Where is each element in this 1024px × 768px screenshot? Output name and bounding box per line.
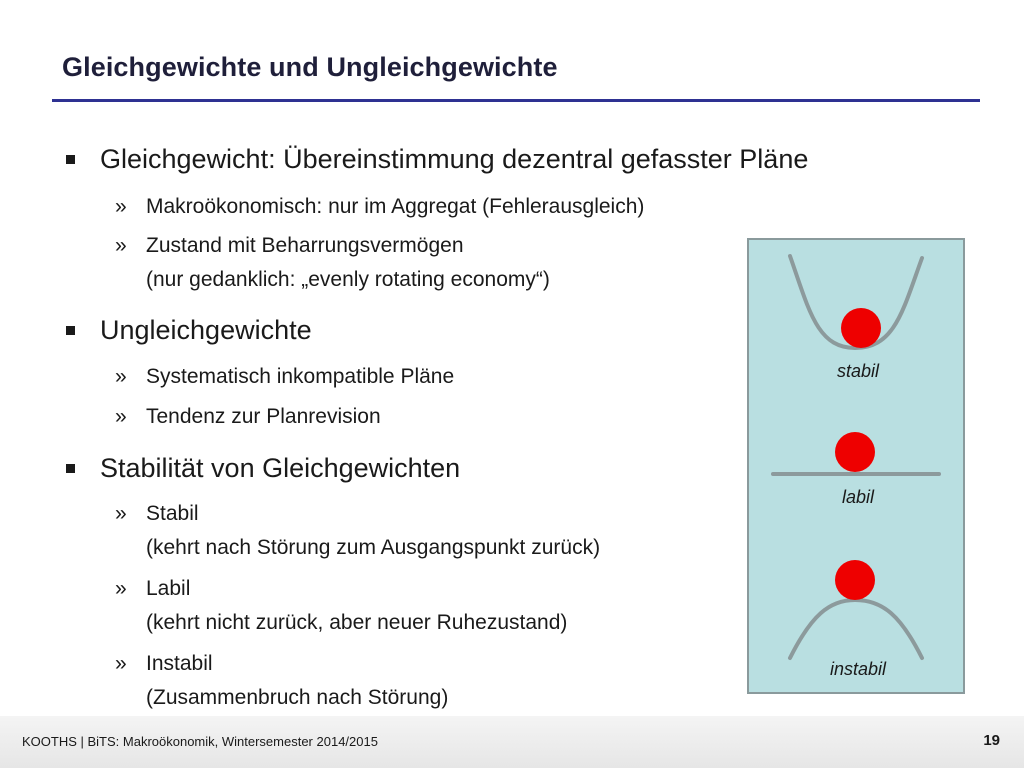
chevron-marker-icon: » xyxy=(115,195,127,218)
square-bullet-icon xyxy=(66,326,75,335)
hill-curve xyxy=(790,600,922,658)
footer-text: KOOTHS | BiTS: Makroökonomik, Wintersemester 2014/2015 xyxy=(22,734,378,749)
square-bullet-icon xyxy=(66,464,75,473)
slide-content: Gleichgewicht: Übereinstimmung dezentral gefasster Pläne » Makroökonomisch: nur im Aggregat (Fehlerausgleich) » Zustand mit Beharrungsvermögen (nur gedanklich: „evenly rotating economy“) Ungleichgewichte » Systematisch inkompatible Pläne » Tendenz zur Planrevision Stabilität von Gleichgewichten » Stabil (kehrt nach Störung zum Ausgangspunkt zurück) » Labil (kehrt nicht zurück, aber neuer Ruhezustand) » Instabil (Zusammenbruch nach Störung) xyxy=(0,0,1024,768)
ball-labile xyxy=(835,432,875,472)
chevron-marker-icon: » xyxy=(115,234,127,257)
chevron-marker-icon: » xyxy=(115,577,127,600)
label-labil: labil xyxy=(841,487,875,507)
label-stabil: stabil xyxy=(836,361,880,381)
chevron-marker-icon: » xyxy=(115,502,127,525)
slide-title: Gleichgewichte und Ungleichgewichte xyxy=(62,52,558,82)
equilibrium-illustration xyxy=(749,240,967,696)
equilibrium-diagram xyxy=(747,238,965,694)
chevron-marker-icon: » xyxy=(115,652,127,675)
chevron-marker-icon: » xyxy=(115,405,127,428)
label-instabil: instabil xyxy=(829,659,887,679)
page-number: 19 xyxy=(983,732,1000,749)
chevron-marker-icon: » xyxy=(115,365,127,388)
ball-unstable xyxy=(835,560,875,600)
ball-stable xyxy=(841,308,881,348)
square-bullet-icon xyxy=(66,155,75,164)
